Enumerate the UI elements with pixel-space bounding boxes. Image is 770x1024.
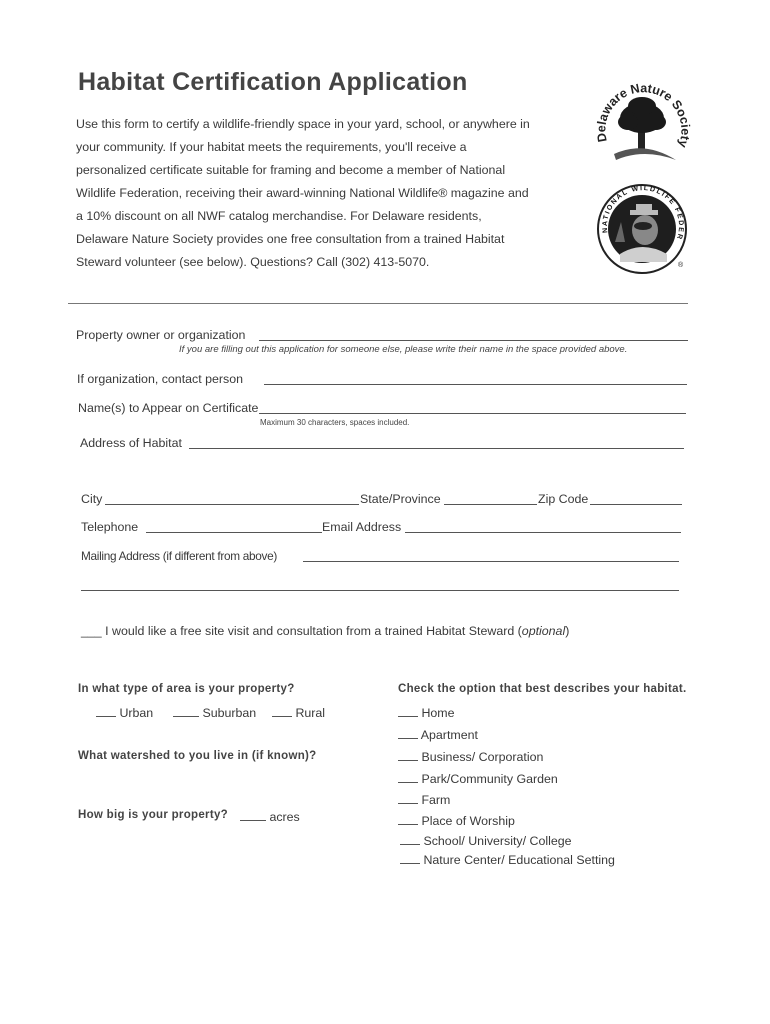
mailing-address-field[interactable]	[303, 561, 679, 562]
intro-line-5: a 10% discount on all NWF catalog merchandise. For Delaware residents,	[76, 209, 482, 223]
certificate-names-field[interactable]	[259, 413, 686, 414]
area-option-suburban[interactable]	[173, 705, 256, 720]
zip-field[interactable]	[590, 504, 682, 505]
delaware-nature-society-logo	[592, 74, 694, 174]
property-owner-field[interactable]	[259, 340, 688, 341]
habitat-option-worship[interactable]	[398, 813, 515, 828]
rural-label: Rural	[295, 706, 326, 720]
worship-label: Place of Worship	[421, 814, 515, 828]
home-label: Home	[421, 706, 455, 720]
urban-checkbox[interactable]	[96, 705, 116, 717]
habitat-option-apartment[interactable]	[398, 727, 478, 742]
property-owner-note: If you are filling out this application for someone else, please write their name in the space provided above.	[179, 344, 628, 355]
intro-line-4: Wildlife Federation, receiving their award-winning National Wildlife® magazine and	[76, 186, 529, 200]
intro-line-3: personalized certificate suitable for framing and become a member of National	[76, 163, 506, 177]
habitat-option-home[interactable]	[398, 705, 455, 720]
property-size-input[interactable]	[240, 809, 300, 824]
email-field[interactable]	[405, 532, 681, 533]
registered-mark: ®	[678, 262, 684, 269]
park-label: Park/Community Garden	[421, 772, 558, 786]
contact-person-label: If organization, contact person	[77, 372, 243, 386]
intro-line-7: Steward volunteer (see below). Questions? Call (302) 413-5070.	[76, 255, 430, 269]
habitat-type-question: Check the option that best describes your habitat.	[398, 683, 687, 695]
section-divider	[68, 303, 688, 304]
area-option-rural[interactable]	[272, 705, 325, 720]
habitat-option-school[interactable]	[400, 833, 572, 848]
state-label: State/Province	[360, 492, 441, 506]
site-visit-optional: optional	[521, 624, 566, 638]
area-option-urban[interactable]	[96, 705, 153, 720]
intro-line-1: Use this form to certify a wildlife-friendly space in your yard, school, or anywhere in	[76, 117, 530, 131]
zip-label: Zip Code	[538, 492, 589, 506]
park-checkbox[interactable]	[398, 771, 418, 783]
intro-line-6: Delaware Nature Society provides one free consultation from a trained Habitat	[76, 232, 505, 246]
state-field[interactable]	[444, 504, 537, 505]
school-label: School/ University/ College	[423, 834, 572, 848]
home-checkbox[interactable]	[398, 705, 418, 717]
watershed-question: What watershed to you live in (if known)?	[78, 750, 317, 762]
city-label: City	[81, 492, 103, 506]
site-visit-checkbox[interactable]: ___	[81, 624, 102, 638]
site-visit-option[interactable]	[81, 624, 569, 638]
habitat-option-park[interactable]	[398, 771, 558, 786]
svg-text:Delaware Nature Society: Delaware Nature Society	[594, 81, 693, 150]
certificate-names-label: Name(s) to Appear on Certificate	[78, 401, 259, 415]
telephone-label: Telephone	[81, 520, 139, 534]
business-checkbox[interactable]	[398, 749, 418, 761]
acres-field[interactable]	[240, 809, 266, 821]
urban-label: Urban	[119, 706, 154, 720]
site-visit-close: )	[565, 624, 570, 638]
apartment-label: Apartment	[420, 728, 478, 742]
area-type-question: In what type of area is your property?	[78, 683, 295, 695]
worship-checkbox[interactable]	[398, 813, 418, 825]
habitat-option-business[interactable]	[398, 749, 543, 764]
acres-label: acres	[269, 810, 300, 824]
svg-text:NATIONAL WILDLIFE FEDERATION: NATIONAL WILDLIFE FEDER	[601, 185, 685, 242]
nature-center-label: Nature Center/ Educational Setting	[423, 853, 615, 867]
business-label: Business/ Corporation	[421, 750, 544, 764]
contact-person-field[interactable]	[264, 384, 687, 385]
suburban-label: Suburban	[202, 706, 257, 720]
certificate-names-note: Maximum 30 characters, spaces included.	[260, 418, 410, 427]
habitat-address-label: Address of Habitat	[80, 436, 182, 450]
farm-label: Farm	[421, 793, 451, 807]
property-size-question: How big is your property?	[78, 809, 228, 821]
city-field[interactable]	[105, 504, 359, 505]
nature-center-checkbox[interactable]	[400, 852, 420, 864]
farm-checkbox[interactable]	[398, 792, 418, 804]
school-checkbox[interactable]	[400, 833, 420, 845]
suburban-checkbox[interactable]	[173, 705, 199, 717]
page-title: Habitat Certification Application	[78, 68, 468, 96]
mailing-address-label: Mailing Address (if different from above)	[81, 549, 277, 563]
property-owner-label: Property owner or organization	[76, 328, 246, 342]
intro-line-2: your community. If your habitat meets the requirements, you'll receive a	[76, 140, 467, 154]
habitat-option-nature-center[interactable]	[400, 852, 615, 867]
telephone-field[interactable]	[146, 532, 322, 533]
email-label: Email Address	[322, 520, 402, 534]
habitat-option-farm[interactable]	[398, 792, 450, 807]
mailing-address-field-line2[interactable]	[81, 590, 679, 591]
rural-checkbox[interactable]	[272, 705, 292, 717]
apartment-checkbox[interactable]	[398, 727, 418, 739]
national-wildlife-federation-logo	[595, 182, 691, 278]
site-visit-text: I would like a free site visit and consultation from a trained Habitat Steward (	[101, 624, 522, 638]
habitat-address-field[interactable]	[189, 448, 684, 449]
